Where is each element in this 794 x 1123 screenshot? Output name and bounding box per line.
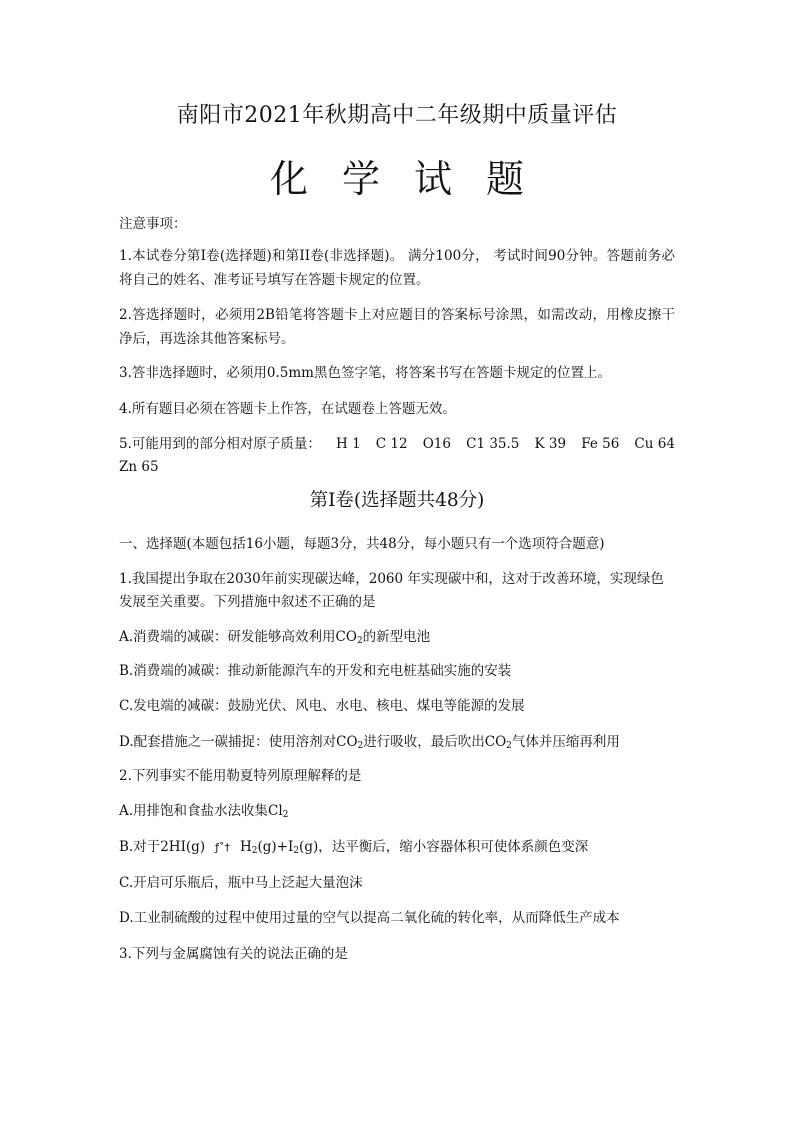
q1-option-a <box>119 625 675 653</box>
atomic-mass-c: C 12 <box>375 436 408 452</box>
q2-option-a <box>119 799 675 827</box>
q2-option-b <box>119 835 675 863</box>
note-item-5-label: 5.可能用到的部分相对原子质量： <box>119 436 321 452</box>
section-instructions: 一、选择题(本题包括16小题，每题3分，共48分，每小题只有一个选项符合题意) <box>119 536 605 552</box>
note-item-3: 3.答非选择题时，必须用0.5mm黑色签字笔，将答案书写在答题卡规定的位置上。 <box>119 365 611 381</box>
q2-b-i-subscript: 2 <box>293 846 300 856</box>
subject-title: 化学试题 <box>269 157 558 201</box>
q2-option-d: D.工业制硫酸的过程中使用过量的空气以提高二氧化硫的转化率，从而降低生产成本 <box>119 910 620 926</box>
atomic-mass-fe: Fe 56 <box>581 436 620 452</box>
q2-b-text-end: (g)，达平衡后，缩小容器体积可使体系颜色变深 <box>299 839 589 855</box>
q2-stem: 2.下列事实不能用勒夏特列原理解释的是 <box>119 768 362 784</box>
q2-a-subscript: 2 <box>282 810 289 820</box>
q2-option-c: C.开启可乐瓶后，瓶中马上泛起大量泡沫 <box>119 875 363 891</box>
q1-stem-line-1: 1.我国提出争取在2030年前实现碳达峰，2060 年实现碳中和，这对于改善环境，实现绿色 <box>119 571 664 587</box>
note-item-2: 2.答选择题时，必须用2B铅笔将答题卡上对应题目的答案标号涂黑，如需改动，用橡皮擦干净后，再选涂其他答案标号。 <box>119 307 675 347</box>
atomic-mass-cu: Cu 64 <box>634 436 675 452</box>
q1-a-text: A.消费端的减碳：研发能够高效利用CO <box>119 629 357 645</box>
q1-option-d <box>119 730 675 758</box>
exam-title: 南阳市2021年秋期高中二年级期中质量评估 <box>176 103 618 128</box>
note-item-4: 4.所有题目必须在答题卡上作答，在试题卷上答题无效。 <box>119 401 456 417</box>
atomic-mass-zn: Zn 65 <box>119 459 159 475</box>
atomic-mass-k: K 39 <box>534 436 567 452</box>
q2-b-text-mid: (g)+I <box>257 839 294 855</box>
q1-d-text-mid: 进行吸收，最后吹出CO <box>363 734 507 750</box>
note-item-1: 1.本试卷分第I卷(选择题)和第II卷(非选择题)。 满分100分， 考试时间90分钟。答题前务必将自己的姓名、准考证号填写在答题卡规定的位置。 <box>119 248 675 288</box>
q1-d-subscript-2: 2 <box>506 741 512 751</box>
atomic-mass-cl: C1 35.5 <box>466 436 520 452</box>
notes-heading: 注意事项： <box>119 216 187 232</box>
equilibrium-arrows-icon: ƒ˚† <box>215 841 230 854</box>
q1-a-text-end: 的新型电池 <box>362 629 431 645</box>
q1-d-subscript-1: 2 <box>357 741 364 751</box>
atomic-mass-h: H 1 <box>336 436 361 452</box>
atomic-mass-o: O16 <box>422 436 451 452</box>
atomic-mass-row <box>119 432 675 456</box>
q2-a-text: A.用排饱和食盐水法收集Cl <box>119 803 283 819</box>
q2-b-text: B.对于2HI(g) <box>119 839 206 855</box>
q1-stem-line-2: 发展至关重要。下列措施中叙述不正确的是 <box>119 594 376 610</box>
q1-d-text-end: 气体并压缩再利用 <box>511 734 620 750</box>
q3-stem: 3.下列与金属腐蚀有关的说法正确的是 <box>119 946 348 962</box>
q1-option-b: B.消费端的减碳：推动新能源汽车的开发和充电桩基础实施的安装 <box>119 663 512 679</box>
q1-option-c: C.发电端的减碳：鼓励光伏、风电、水电、核电、煤电等能源的发展 <box>119 698 525 714</box>
q1-a-subscript: 2 <box>356 636 363 646</box>
section-title: 第I卷(选择题共48分) <box>309 490 485 511</box>
q2-b-h-subscript: 2 <box>251 846 258 856</box>
q1-d-text: D.配套措施之一碳捕捉：使用溶剂对CO <box>119 734 358 750</box>
q2-b-h: H <box>239 839 252 855</box>
